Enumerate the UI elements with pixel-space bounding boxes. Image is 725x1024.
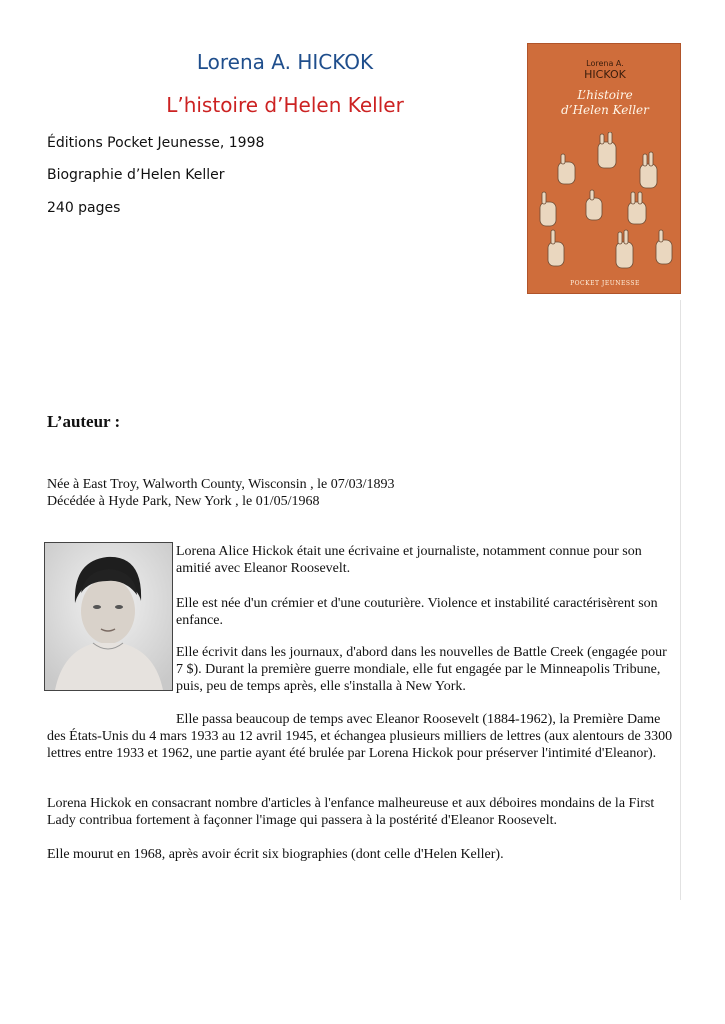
hand-icon [540,192,556,226]
book-cover [527,43,681,294]
hand-icon [656,230,672,264]
book-title: L’histoire d’Helen Keller [166,93,404,117]
bio-paragraph: Elle mourut en 1968, après avoir écrit six biographies (dont celle d'Helen Keller). [47,847,504,862]
edition-line: Éditions Pocket Jeunesse, 1998 [47,135,265,151]
hand-icon [628,192,646,224]
cover-title [528,88,681,118]
cover-title-line1: L’histoire [577,88,633,102]
sign-language-hands-illustration [528,132,681,277]
page-edge-rule [680,300,681,900]
hand-icon [616,230,633,268]
hand-icon [586,190,602,220]
cover-title-line2: d’Helen Keller [561,103,649,117]
hand-icon [598,132,616,168]
genre-line: Biographie d’Helen Keller [47,167,225,183]
bio-paragraph: Elle passa beaucoup de temps avec Eleanor Roosevelt (1884-1962), la Première Dame des États-Unis du 4 mars 1933 au 12 avril 1945, et échangea plusieurs milliers de lettres (aux alentours de 3300 lettres entre 1933 et 1962, une partie ayant été brulée par Lorena Hickok pour préserver l'intimité d'Eleanor). [47,712,673,761]
hand-icon [640,152,657,188]
bio-paragraph: Lorena Hickok en consacrant nombre d'articles à l'enfance malheureuse et aux déboires mondains de la First Lady contribua fortement à façonner l'image qui passera à la postérité d'Eleanor Roosevelt. [47,796,655,828]
bio-paragraph: Elle écrivit dans les journaux, d'abord dans les nouvelles de Battle Creek (engagée pour 7 $). Durant la première guerre mondiale, elle fut engagée par le Minneapolis Tribune, puis, peu de temps après, elle s'installa à New York. [176,645,667,694]
birth-line: Née à East Troy, Walworth County, Wisconsin , le 07/03/1893 [47,477,395,492]
portrait-photo-illustration [45,543,172,690]
bio-paragraph: Lorena Alice Hickok était une écrivaine et journaliste, notamment connue pour son amitié avec Eleanor Roosevelt. [176,544,642,576]
author-name: Lorena A. HICKOK [196,50,374,74]
cover-publisher: POCKET JEUNESSE [570,280,640,287]
hand-icon [558,154,575,184]
author-portrait [44,542,173,691]
bio-paragraph: Elle est née d'un crémier et d'une couturière. Violence et instabilité caractérisèrent son enfance. [176,596,658,628]
author-section-heading: L’auteur : [47,412,121,431]
hand-icon [548,230,564,266]
cover-author-surname: HICKOK [584,68,626,81]
page-count: 240 pages [47,200,121,216]
cover-author-line: Lorena A. [586,59,624,68]
death-line: Décédée à Hyde Park, New York , le 01/05/1968 [47,494,320,509]
